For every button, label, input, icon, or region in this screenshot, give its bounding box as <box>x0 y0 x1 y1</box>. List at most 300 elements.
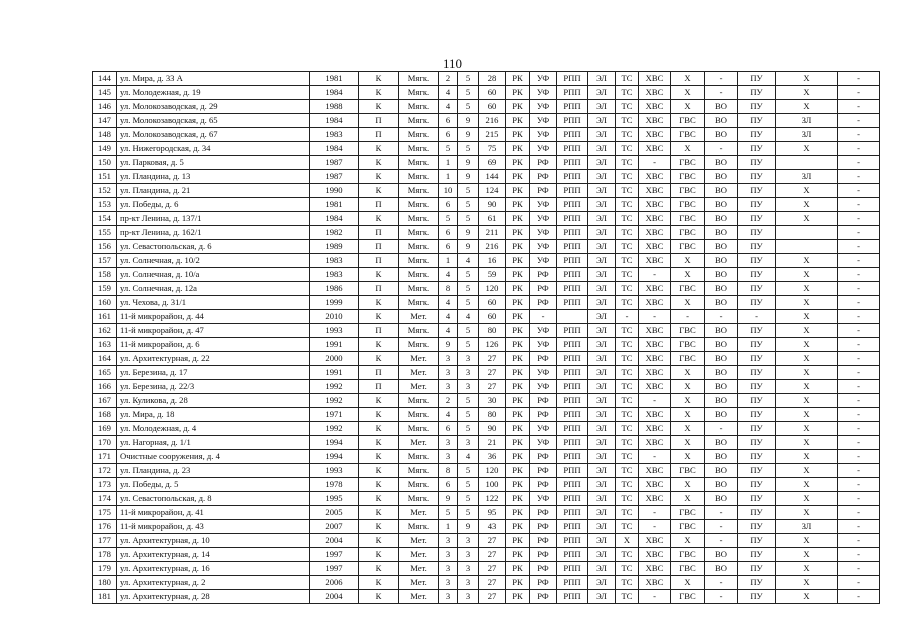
cell-apartments: 216 <box>479 114 506 128</box>
cell-c19: - <box>838 128 880 142</box>
cell-entrances: 9 <box>439 338 458 352</box>
cell-c14: ХВС <box>639 478 671 492</box>
cell-year-built: 1990 <box>310 184 359 198</box>
cell-year-built: 2007 <box>310 520 359 534</box>
cell-apartments: 27 <box>479 576 506 590</box>
cell-c13: ТС <box>616 408 639 422</box>
cell-row-number: 161 <box>93 310 117 324</box>
cell-c09: РК <box>506 142 530 156</box>
cell-c19: - <box>838 268 880 282</box>
cell-c16: ВО <box>705 114 738 128</box>
table-row <box>93 464 880 478</box>
cell-c15: ГВС <box>671 156 705 170</box>
cell-floors: 5 <box>458 422 479 436</box>
cell-c19: - <box>838 240 880 254</box>
cell-c14: ХВС <box>639 436 671 450</box>
cell-c19: - <box>838 366 880 380</box>
cell-row-number: 178 <box>93 548 117 562</box>
cell-c10: УФ <box>530 324 557 338</box>
cell-floors: 4 <box>458 310 479 324</box>
cell-row-number: 150 <box>93 156 117 170</box>
cell-c09: РК <box>506 366 530 380</box>
table-row <box>93 436 880 450</box>
cell-address: ул. Пландина, д. 23 <box>117 464 310 478</box>
cell-c15: Х <box>671 100 705 114</box>
cell-c13: ТС <box>616 394 639 408</box>
cell-floors: 3 <box>458 576 479 590</box>
cell-c11: РПП <box>557 394 588 408</box>
cell-c18: Х <box>776 366 838 380</box>
cell-address: ул. Мира, д. 18 <box>117 408 310 422</box>
cell-row-number: 148 <box>93 128 117 142</box>
cell-apartments: 27 <box>479 380 506 394</box>
cell-c10: РФ <box>530 352 557 366</box>
cell-c17: ПУ <box>738 72 776 86</box>
cell-year-built: 1984 <box>310 142 359 156</box>
cell-c16: - <box>705 142 738 156</box>
cell-wall-material: П <box>359 366 399 380</box>
cell-c09: РК <box>506 198 530 212</box>
cell-c11: РПП <box>557 114 588 128</box>
cell-c10: РФ <box>530 394 557 408</box>
cell-entrances: 5 <box>439 142 458 156</box>
cell-c14: ХВС <box>639 282 671 296</box>
cell-c16: - <box>705 576 738 590</box>
cell-c19: - <box>838 310 880 324</box>
cell-c13: ТС <box>616 156 639 170</box>
cell-row-number: 180 <box>93 576 117 590</box>
cell-c11: РПП <box>557 352 588 366</box>
cell-row-number: 147 <box>93 114 117 128</box>
cell-c17: ПУ <box>738 240 776 254</box>
cell-wall-material: П <box>359 198 399 212</box>
table-row <box>93 450 880 464</box>
cell-apartments: 28 <box>479 72 506 86</box>
cell-c17: ПУ <box>738 534 776 548</box>
cell-row-number: 151 <box>93 170 117 184</box>
cell-c09: РК <box>506 380 530 394</box>
cell-c12: ЭЛ <box>588 198 616 212</box>
cell-apartments: 144 <box>479 170 506 184</box>
cell-address: ул. Парковая, д. 5 <box>117 156 310 170</box>
cell-apartments: 100 <box>479 478 506 492</box>
cell-c09: РК <box>506 478 530 492</box>
cell-c17: ПУ <box>738 226 776 240</box>
cell-c15: Х <box>671 534 705 548</box>
cell-c16: ВО <box>705 100 738 114</box>
cell-c09: РК <box>506 338 530 352</box>
cell-c10: РФ <box>530 184 557 198</box>
cell-c17: ПУ <box>738 366 776 380</box>
cell-c12: ЭЛ <box>588 450 616 464</box>
table-row <box>93 492 880 506</box>
cell-entrances: 6 <box>439 114 458 128</box>
cell-row-number: 164 <box>93 352 117 366</box>
cell-c11: РПП <box>557 184 588 198</box>
cell-c18: Х <box>776 436 838 450</box>
cell-c17: ПУ <box>738 282 776 296</box>
cell-apartments: 80 <box>479 324 506 338</box>
cell-row-number: 176 <box>93 520 117 534</box>
cell-floors: 9 <box>458 520 479 534</box>
cell-floors: 9 <box>458 226 479 240</box>
cell-c17: ПУ <box>738 338 776 352</box>
cell-c18: Х <box>776 576 838 590</box>
cell-c10: РФ <box>530 450 557 464</box>
table-row <box>93 366 880 380</box>
cell-c13: ТС <box>616 464 639 478</box>
cell-floors: 5 <box>458 464 479 478</box>
cell-apartments: 60 <box>479 86 506 100</box>
cell-c18: Х <box>776 338 838 352</box>
cell-c19: - <box>838 352 880 366</box>
cell-c10: УФ <box>530 86 557 100</box>
cell-c17: ПУ <box>738 464 776 478</box>
cell-c09: РК <box>506 282 530 296</box>
cell-c16: - <box>705 86 738 100</box>
cell-c09: РК <box>506 296 530 310</box>
cell-c13: ТС <box>616 562 639 576</box>
cell-address: ул. Молокозаводская, д. 29 <box>117 100 310 114</box>
cell-floors: 5 <box>458 282 479 296</box>
cell-c11: РПП <box>557 86 588 100</box>
cell-c17: ПУ <box>738 394 776 408</box>
cell-c11: РПП <box>557 492 588 506</box>
cell-c13: ТС <box>616 436 639 450</box>
cell-year-built: 1987 <box>310 156 359 170</box>
cell-row-number: 156 <box>93 240 117 254</box>
cell-c14: ХВС <box>639 198 671 212</box>
cell-c19: - <box>838 380 880 394</box>
table-row <box>93 184 880 198</box>
cell-c14: ХВС <box>639 422 671 436</box>
cell-c18: Х <box>776 590 838 604</box>
cell-c09: РК <box>506 212 530 226</box>
cell-wall-material: П <box>359 282 399 296</box>
cell-floors: 3 <box>458 366 479 380</box>
cell-c19: - <box>838 450 880 464</box>
cell-c15: Х <box>671 436 705 450</box>
cell-c18: Х <box>776 296 838 310</box>
cell-row-number: 155 <box>93 226 117 240</box>
cell-roof-type: Мет. <box>399 352 439 366</box>
cell-c19: - <box>838 324 880 338</box>
cell-c15: ГВС <box>671 226 705 240</box>
table-row <box>93 170 880 184</box>
cell-floors: 5 <box>458 268 479 282</box>
cell-roof-type: Мягк. <box>399 408 439 422</box>
cell-c12: ЭЛ <box>588 506 616 520</box>
cell-entrances: 2 <box>439 72 458 86</box>
cell-roof-type: Мягк. <box>399 226 439 240</box>
cell-wall-material: К <box>359 100 399 114</box>
cell-c13: ТС <box>616 72 639 86</box>
cell-c13: ТС <box>616 240 639 254</box>
cell-c16: ВО <box>705 156 738 170</box>
cell-apartments: 211 <box>479 226 506 240</box>
cell-c09: РК <box>506 184 530 198</box>
cell-floors: 5 <box>458 198 479 212</box>
cell-address: ул. Солнечная, д. 10/2 <box>117 254 310 268</box>
cell-wall-material: К <box>359 212 399 226</box>
cell-floors: 5 <box>458 100 479 114</box>
cell-roof-type: Мягк. <box>399 338 439 352</box>
cell-entrances: 3 <box>439 380 458 394</box>
cell-roof-type: Мет. <box>399 590 439 604</box>
cell-c18: ЗЛ <box>776 114 838 128</box>
cell-address: ул. Молокозаводская, д. 65 <box>117 114 310 128</box>
cell-c11: РПП <box>557 548 588 562</box>
cell-c09: РК <box>506 450 530 464</box>
cell-year-built: 1984 <box>310 212 359 226</box>
cell-address: ул. Мира, д. 33 А <box>117 72 310 86</box>
cell-entrances: 4 <box>439 86 458 100</box>
cell-year-built: 2005 <box>310 506 359 520</box>
cell-row-number: 168 <box>93 408 117 422</box>
cell-c15: ГВС <box>671 324 705 338</box>
cell-wall-material: К <box>359 478 399 492</box>
cell-c17: ПУ <box>738 590 776 604</box>
cell-c19: - <box>838 548 880 562</box>
cell-c10: УФ <box>530 338 557 352</box>
cell-wall-material: К <box>359 436 399 450</box>
cell-floors: 3 <box>458 548 479 562</box>
cell-c12: ЭЛ <box>588 590 616 604</box>
cell-c13: ТС <box>616 184 639 198</box>
registry-rows <box>93 72 880 604</box>
cell-c15: Х <box>671 72 705 86</box>
cell-c18: Х <box>776 464 838 478</box>
cell-roof-type: Мягк. <box>399 394 439 408</box>
cell-wall-material: К <box>359 352 399 366</box>
cell-c17: ПУ <box>738 450 776 464</box>
cell-address: ул. Молокозаводская, д. 67 <box>117 128 310 142</box>
cell-c12: ЭЛ <box>588 268 616 282</box>
cell-c10: - <box>530 310 557 324</box>
cell-c19: - <box>838 464 880 478</box>
cell-c19: - <box>838 198 880 212</box>
cell-c10: РФ <box>530 562 557 576</box>
cell-c16: - <box>705 72 738 86</box>
cell-c10: РФ <box>530 548 557 562</box>
cell-c11: РПП <box>557 408 588 422</box>
cell-c16: - <box>705 534 738 548</box>
cell-entrances: 3 <box>439 436 458 450</box>
cell-c10: УФ <box>530 436 557 450</box>
cell-c14: - <box>639 506 671 520</box>
cell-c13: ТС <box>616 212 639 226</box>
cell-c11: РПП <box>557 506 588 520</box>
cell-floors: 5 <box>458 394 479 408</box>
cell-c10: УФ <box>530 212 557 226</box>
cell-c18: ЗЛ <box>776 520 838 534</box>
cell-floors: 5 <box>458 478 479 492</box>
cell-year-built: 1982 <box>310 226 359 240</box>
table-row <box>93 254 880 268</box>
cell-apartments: 80 <box>479 408 506 422</box>
cell-c12: ЭЛ <box>588 128 616 142</box>
cell-c17: ПУ <box>738 170 776 184</box>
cell-c10: РФ <box>530 156 557 170</box>
cell-c11: РПП <box>557 338 588 352</box>
cell-c12: ЭЛ <box>588 296 616 310</box>
cell-floors: 5 <box>458 324 479 338</box>
cell-address: 11-й микрорайон, д. 47 <box>117 324 310 338</box>
cell-c15: Х <box>671 366 705 380</box>
cell-address: ул. Победы, д. 6 <box>117 198 310 212</box>
cell-roof-type: Мягк. <box>399 324 439 338</box>
cell-floors: 5 <box>458 492 479 506</box>
cell-c14: - <box>639 156 671 170</box>
cell-wall-material: К <box>359 156 399 170</box>
cell-c13: ТС <box>616 226 639 240</box>
table-row <box>93 394 880 408</box>
cell-c18: Х <box>776 562 838 576</box>
cell-c18: Х <box>776 282 838 296</box>
cell-c17: ПУ <box>738 254 776 268</box>
cell-c09: РК <box>506 464 530 478</box>
cell-c09: РК <box>506 114 530 128</box>
cell-c16: ВО <box>705 212 738 226</box>
cell-roof-type: Мет. <box>399 436 439 450</box>
cell-c14: - <box>639 394 671 408</box>
cell-row-number: 174 <box>93 492 117 506</box>
cell-wall-material: К <box>359 310 399 324</box>
cell-apartments: 27 <box>479 548 506 562</box>
cell-c15: ГВС <box>671 184 705 198</box>
cell-c14: ХВС <box>639 408 671 422</box>
cell-row-number: 152 <box>93 184 117 198</box>
cell-c17: ПУ <box>738 478 776 492</box>
cell-roof-type: Мягк. <box>399 422 439 436</box>
cell-roof-type: Мет. <box>399 534 439 548</box>
cell-c12: ЭЛ <box>588 394 616 408</box>
cell-c13: ТС <box>616 254 639 268</box>
cell-apartments: 36 <box>479 450 506 464</box>
cell-floors: 5 <box>458 142 479 156</box>
cell-c11: РПП <box>557 296 588 310</box>
cell-entrances: 4 <box>439 408 458 422</box>
cell-entrances: 10 <box>439 184 458 198</box>
cell-address: ул. Березина, д. 17 <box>117 366 310 380</box>
table-row <box>93 478 880 492</box>
cell-c14: ХВС <box>639 86 671 100</box>
cell-entrances: 1 <box>439 254 458 268</box>
cell-address: ул. Севастопольская, д. 8 <box>117 492 310 506</box>
cell-c12: ЭЛ <box>588 436 616 450</box>
cell-entrances: 3 <box>439 548 458 562</box>
cell-address: ул. Пландина, д. 21 <box>117 184 310 198</box>
cell-c19: - <box>838 226 880 240</box>
cell-c18: Х <box>776 506 838 520</box>
cell-roof-type: Мягк. <box>399 142 439 156</box>
cell-roof-type: Мягк. <box>399 114 439 128</box>
cell-c11: РПП <box>557 324 588 338</box>
cell-c10: РФ <box>530 478 557 492</box>
cell-c17: ПУ <box>738 142 776 156</box>
cell-c12: ЭЛ <box>588 562 616 576</box>
cell-c12: ЭЛ <box>588 310 616 324</box>
cell-row-number: 144 <box>93 72 117 86</box>
cell-c15: ГВС <box>671 212 705 226</box>
cell-c12: ЭЛ <box>588 464 616 478</box>
cell-c13: ТС <box>616 548 639 562</box>
cell-c19: - <box>838 72 880 86</box>
cell-c12: ЭЛ <box>588 492 616 506</box>
cell-c12: ЭЛ <box>588 240 616 254</box>
cell-row-number: 171 <box>93 450 117 464</box>
table-row <box>93 240 880 254</box>
cell-entrances: 6 <box>439 240 458 254</box>
cell-c12: ЭЛ <box>588 170 616 184</box>
cell-year-built: 1997 <box>310 548 359 562</box>
cell-wall-material: К <box>359 506 399 520</box>
cell-c19: - <box>838 114 880 128</box>
cell-c14: ХВС <box>639 562 671 576</box>
cell-entrances: 5 <box>439 506 458 520</box>
cell-c19: - <box>838 576 880 590</box>
cell-address: ул. Чехова, д. 31/1 <box>117 296 310 310</box>
cell-entrances: 3 <box>439 352 458 366</box>
cell-entrances: 8 <box>439 282 458 296</box>
cell-year-built: 1987 <box>310 170 359 184</box>
cell-c18: ЗЛ <box>776 170 838 184</box>
cell-c10: УФ <box>530 380 557 394</box>
cell-c18 <box>776 156 838 170</box>
cell-c12: ЭЛ <box>588 408 616 422</box>
cell-c17: ПУ <box>738 114 776 128</box>
cell-c11: РПП <box>557 478 588 492</box>
cell-c13: ТС <box>616 268 639 282</box>
cell-floors: 3 <box>458 590 479 604</box>
cell-c10: РФ <box>530 464 557 478</box>
cell-apartments: 60 <box>479 296 506 310</box>
cell-wall-material: П <box>359 380 399 394</box>
cell-c12: ЭЛ <box>588 520 616 534</box>
cell-wall-material: К <box>359 86 399 100</box>
cell-c19: - <box>838 86 880 100</box>
cell-c13: ТС <box>616 86 639 100</box>
cell-year-built: 1983 <box>310 268 359 282</box>
cell-c15: Х <box>671 296 705 310</box>
cell-c11: РПП <box>557 240 588 254</box>
cell-c09: РК <box>506 100 530 114</box>
cell-c15: ГВС <box>671 590 705 604</box>
cell-c14: ХВС <box>639 338 671 352</box>
cell-c16: ВО <box>705 128 738 142</box>
cell-c18: Х <box>776 184 838 198</box>
cell-roof-type: Мет. <box>399 310 439 324</box>
cell-entrances: 9 <box>439 492 458 506</box>
cell-row-number: 166 <box>93 380 117 394</box>
cell-year-built: 1997 <box>310 562 359 576</box>
cell-address: ул. Архитектурная, д. 22 <box>117 352 310 366</box>
cell-year-built: 1992 <box>310 394 359 408</box>
cell-floors: 5 <box>458 408 479 422</box>
cell-roof-type: Мягк. <box>399 156 439 170</box>
table-row <box>93 128 880 142</box>
table-row <box>93 282 880 296</box>
cell-apartments: 27 <box>479 562 506 576</box>
cell-c18: Х <box>776 324 838 338</box>
cell-c14: ХВС <box>639 184 671 198</box>
cell-c12: ЭЛ <box>588 184 616 198</box>
cell-wall-material: К <box>359 548 399 562</box>
cell-year-built: 2004 <box>310 590 359 604</box>
cell-c11: РПП <box>557 198 588 212</box>
cell-c14: - <box>639 310 671 324</box>
cell-entrances: 8 <box>439 464 458 478</box>
